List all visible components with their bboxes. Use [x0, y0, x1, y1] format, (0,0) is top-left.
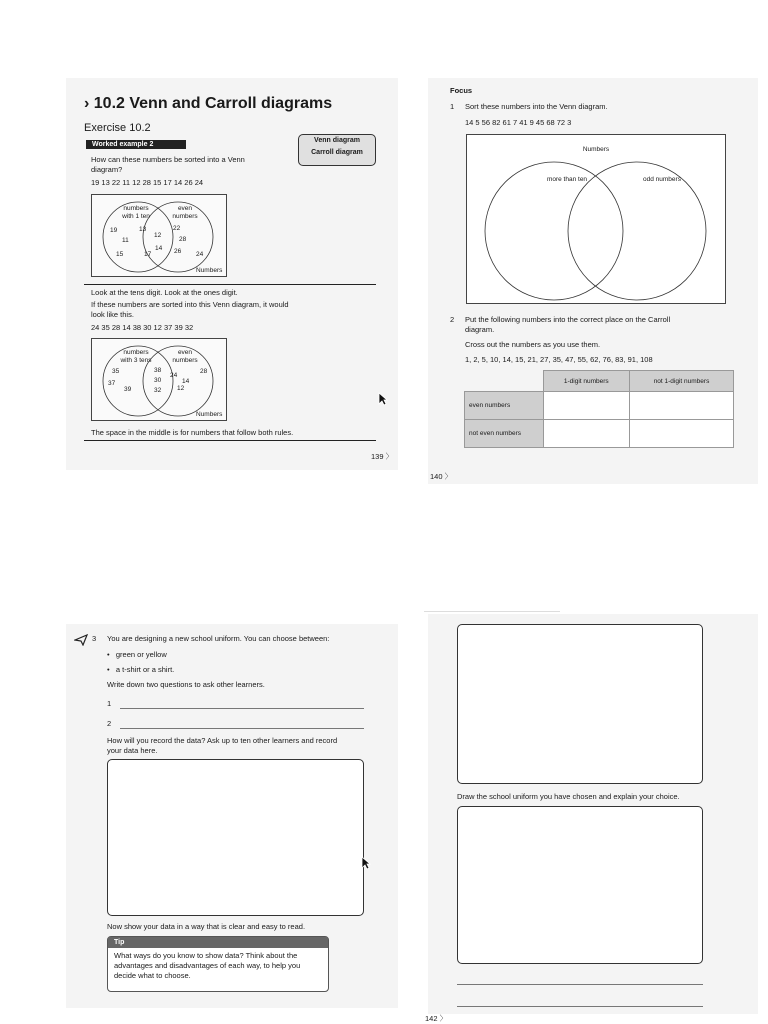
divider — [84, 440, 376, 441]
venn-number: 26 — [174, 248, 182, 255]
venn-number: 13 — [139, 226, 147, 233]
send-arrow-icon — [74, 634, 88, 646]
carroll-diagram — [464, 370, 734, 448]
explain-line-1: Look at the tens digit. Look at the ones digit. — [91, 288, 238, 297]
venn-number: 30 — [154, 377, 162, 384]
venn2-caption: Numbers — [196, 411, 223, 418]
record-instruction: How will you record the data? Ask up to ten other learners and record your data here. — [107, 736, 338, 755]
explain-line-1[interactable] — [457, 976, 703, 985]
carroll-col-header: 1-digit numbers — [543, 371, 630, 392]
drawing-box-bottom[interactable] — [457, 806, 703, 964]
section-heading: › 10.2 Venn and Carroll diagrams — [84, 95, 333, 112]
venn-number: 17 — [144, 251, 152, 258]
venn-number: 39 — [124, 386, 132, 393]
page-number-142: 142 〉 — [425, 1014, 448, 1023]
carroll-answer-cell[interactable] — [630, 392, 734, 420]
venn-number: 19 — [110, 227, 118, 234]
answer-line-1[interactable] — [120, 700, 364, 709]
question-3-text: You are designing a new school uniform. You can choose between: — [107, 634, 330, 643]
venn-answer-frame — [466, 134, 726, 304]
draw-instruction: Draw the school uniform you have chosen and explain your choice. — [457, 792, 680, 801]
page-140 — [428, 78, 758, 484]
page-139 — [66, 78, 398, 470]
numbers-list-1: 19 13 22 11 12 28 15 17 14 26 24 — [91, 178, 204, 187]
venn-diagram-2 — [91, 338, 227, 421]
question-number: 3 — [92, 634, 97, 643]
chevron-right-icon: › — [84, 95, 90, 112]
carroll-row — [465, 392, 734, 420]
venn1-left-label: numbers with 1 ten — [122, 205, 150, 220]
question-number: 1 — [450, 102, 455, 111]
focus-heading: Focus — [450, 86, 473, 95]
carroll-col-header: not 1-digit numbers — [630, 371, 734, 392]
page-separator — [424, 611, 560, 612]
tip-heading: Tip — [108, 937, 328, 948]
carroll-row-header: not even numbers — [465, 420, 544, 448]
page-141 — [66, 624, 398, 1008]
carroll-answer-cell[interactable] — [543, 392, 630, 420]
venn-number: 11 — [122, 237, 129, 244]
numbers-list-2: 24 35 28 14 38 30 12 37 39 32 — [91, 323, 194, 332]
venn-answer-left-label: more than ten — [546, 176, 588, 183]
carroll-answer-cell[interactable] — [543, 420, 630, 448]
venn1-caption: Numbers — [196, 267, 223, 274]
key-words-box — [298, 134, 376, 166]
venn-diagram-1 — [91, 194, 227, 277]
show-data-instruction: Now show your data in a way that is clear and easy to read. — [107, 922, 306, 931]
venn-answer-circles — [467, 135, 725, 303]
question-1-text: Sort these numbers into the Venn diagram. — [465, 102, 608, 111]
venn1-right-label: even numbers — [172, 205, 198, 220]
mouse-cursor-icon — [378, 392, 388, 406]
carroll-row — [465, 420, 734, 448]
carroll-header-row — [465, 371, 734, 392]
explain-line-2: If these numbers are sorted into this Venn diagram, it would look like this. — [91, 300, 289, 319]
question-2-numbers: 1, 2, 5, 10, 14, 15, 21, 27, 35, 47, 55, 62, 76, 83, 91, 108 — [465, 355, 653, 364]
venn-number: 22 — [173, 225, 181, 232]
key-word: Carroll diagram — [311, 149, 363, 156]
key-word: Venn diagram — [314, 137, 360, 144]
mouse-cursor-icon — [361, 856, 371, 870]
venn2-right-label: even numbers — [172, 349, 198, 364]
venn-number: 28 — [200, 368, 208, 375]
venn-number: 24 — [170, 372, 178, 379]
exercise-title: Exercise 10.2 — [84, 122, 151, 134]
venn-answer-title: Numbers — [582, 146, 610, 153]
divider — [84, 284, 376, 285]
venn-number: 24 — [196, 251, 204, 258]
venn-number: 12 — [177, 385, 185, 392]
venn-number: 15 — [116, 251, 124, 258]
venn-footer-note: The space in the middle is for numbers that follow both rules. — [91, 428, 294, 437]
venn2-left-label: numbers with 3 tens — [120, 349, 152, 364]
venn-number: 14 — [155, 245, 163, 252]
tip-text: What ways do you know to show data? Think about the advantages and disadvantages of each way, to help you decide what to choose. — [114, 951, 301, 980]
venn-number: 37 — [108, 380, 116, 387]
carroll-corner-cell — [465, 371, 544, 392]
venn-number: 12 — [154, 232, 162, 239]
question-number: 2 — [450, 315, 455, 324]
worked-question: How can these numbers be sorted into a Venn diagram? — [91, 155, 245, 174]
page-number-139: 139 〉 — [371, 452, 394, 461]
venn-number: 28 — [179, 236, 187, 243]
answer-line-number: 1 — [107, 699, 112, 708]
venn-number: 35 — [112, 368, 120, 375]
bullet-item: • a t-shirt or a shirt. — [107, 665, 175, 674]
question-2-instruction: Cross out the numbers as you use them. — [465, 340, 601, 349]
answer-line-number: 2 — [107, 719, 112, 728]
question-1-numbers: 14 5 56 82 61 7 41 9 45 68 72 3 — [465, 118, 572, 127]
question-2-text: Put the following numbers into the correct place on the Carroll diagram. — [465, 315, 671, 334]
venn-answer-right-label: odd numbers — [643, 176, 681, 183]
drawing-box-top[interactable] — [457, 624, 703, 784]
explain-line-2[interactable] — [457, 998, 703, 1007]
data-record-box[interactable] — [107, 759, 364, 916]
carroll-answer-cell[interactable] — [630, 420, 734, 448]
carroll-row-header: even numbers — [465, 392, 544, 420]
venn-number: 32 — [154, 387, 162, 394]
answer-line-2[interactable] — [120, 720, 364, 729]
write-instruction: Write down two questions to ask other learners. — [107, 680, 265, 689]
venn-number: 38 — [154, 367, 162, 374]
tip-box — [107, 936, 329, 992]
bullet-item: • green or yellow — [107, 650, 167, 659]
venn-number: 14 — [182, 378, 190, 385]
page-number-140: 140 〉 — [430, 472, 453, 481]
page-142 — [428, 614, 758, 1014]
worked-example-badge: Worked example 2 — [86, 140, 186, 149]
